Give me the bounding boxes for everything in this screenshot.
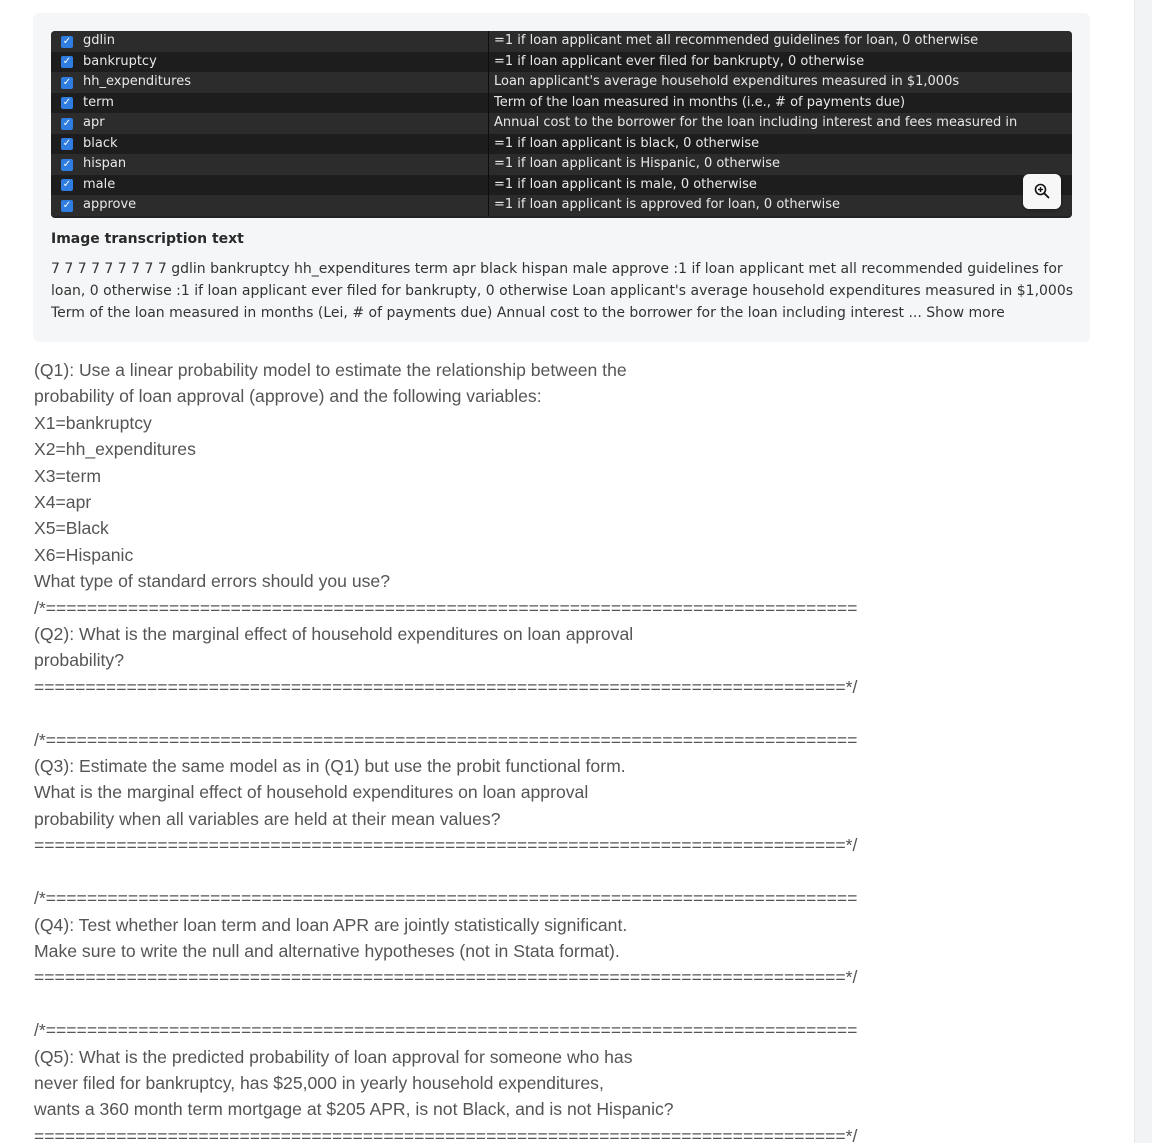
checkbox-checked-icon: ✓ [62, 35, 72, 47]
variable-description: =1 if loan applicant is male, 0 otherwise [494, 176, 757, 192]
table-row [51, 31, 1072, 52]
question-line: X2=hh_expenditures [34, 439, 196, 460]
column-divider [488, 154, 489, 175]
checkbox-checked-icon: ✓ [62, 56, 72, 67]
checkbox-checked-icon: ✓ [62, 76, 72, 88]
question-line: X1=bankruptcy [34, 412, 152, 433]
blank-line [34, 859, 894, 885]
blank-line [34, 991, 894, 1017]
zoom-in-icon [1034, 183, 1050, 199]
question-line: (Q4): Test whether loan term and loan APR are jointly statistically significant. [34, 914, 628, 935]
column-divider [488, 72, 489, 93]
checkbox-checked-icon: ✓ [62, 117, 72, 129]
question-line: (Q2): What is the marginal effect of household expenditures on loan approval [34, 624, 634, 645]
question-line: (Q5): What is the predicted probability of loan approval for someone who has [34, 1046, 633, 1067]
checkbox-checked-icon: ✓ [62, 179, 72, 190]
comment-separator: ===============================================================================*/ [34, 835, 858, 856]
question-line: Make sure to write the null and alternative hypotheses (not in Stata format). [34, 940, 620, 961]
question-line: never filed for bankruptcy, has $25,000 in yearly household expenditures, [34, 1072, 604, 1093]
table-row [51, 154, 1072, 175]
zoom-image-button[interactable] [1023, 174, 1061, 209]
question-line: What is the marginal effect of household expenditures on loan approval [34, 782, 589, 803]
table-row [51, 175, 1072, 196]
comment-separator: /*=============================================================================== [34, 729, 858, 750]
comment-separator: ===============================================================================*/ [34, 1125, 858, 1143]
column-divider [488, 195, 489, 216]
question-line: (Q1): Use a linear probability model to estimate the relationship between the [34, 360, 627, 380]
question-line: X6=Hispanic [34, 544, 134, 565]
column-divider [488, 134, 489, 155]
variable-description: =1 if loan applicant is Hispanic, 0 otherwise [494, 156, 781, 171]
table-row [51, 195, 1072, 216]
table-row [51, 72, 1072, 93]
variable-name: bankruptcy [83, 53, 157, 69]
variable-name: black [83, 135, 118, 151]
variable-table-image [51, 31, 1072, 218]
page-scrollbar[interactable] [1134, 0, 1152, 1143]
image-card [33, 13, 1090, 342]
transcription-body: 7 7 7 7 7 7 7 7 7 gdlin bankruptcy hh_expenditures term apr black hispan male approve :1 if loan applicant met all recommended guidelines for loan, 0 otherwise :1 if loan applicant ever filed for bankrupty, 0 otherwise Loan applicant's average household expenditures measured in $1,000s Term of the loan measured in months (Lei, # of payments due) Annual cost to the borrower for the loan including interest ... [51, 261, 1074, 321]
comment-separator: ===============================================================================*/ [34, 676, 858, 697]
checkbox-checked-icon: ✓ [62, 158, 72, 170]
comment-separator: /*=============================================================================== [34, 888, 858, 909]
variable-name: term [83, 94, 114, 110]
question-line: probability when all variables are held at their mean values? [34, 808, 501, 829]
question-line: wants a 360 month term mortgage at $205 APR, is not Black, and is not Hispanic? [34, 1099, 674, 1120]
table-row [51, 52, 1072, 73]
table-row [51, 134, 1072, 155]
blank-line [34, 700, 894, 726]
column-divider [488, 175, 489, 196]
transcription-heading: Image transcription text [51, 231, 244, 247]
column-divider [488, 52, 489, 73]
checkbox-checked-icon: ✓ [62, 138, 72, 149]
question-line: probability of loan approval (approve) and the following variables: [34, 386, 542, 407]
column-divider [488, 31, 489, 52]
comment-separator: ===============================================================================*/ [34, 967, 858, 988]
question-line: X3=term [34, 465, 101, 486]
question-line: X5=Black [34, 518, 109, 539]
comment-separator: /*=============================================================================== [34, 597, 858, 618]
transcription-text [51, 258, 1076, 324]
variable-name: male [83, 176, 116, 192]
question-text [34, 357, 894, 1143]
variable-description: =1 if loan applicant is black, 0 otherwise [494, 135, 760, 151]
variable-name: apr [83, 115, 105, 130]
table-row [51, 113, 1072, 134]
question-line: (Q3): Estimate the same model as in (Q1) but use the probit functional form. [34, 756, 626, 777]
question-line: X4=apr [34, 492, 92, 513]
variable-description: =1 if loan applicant met all recommended guidelines for loan, 0 otherwise [494, 33, 979, 48]
column-divider [488, 93, 489, 114]
question-line: What type of standard errors should you use? [34, 571, 390, 592]
variable-name: hh_expenditures [83, 74, 191, 89]
variable-description: Loan applicant's average household expenditures measured in $1,000s [494, 74, 960, 89]
variable-description: Annual cost to the borrower for the loan including interest and fees measured in [494, 115, 1018, 130]
checkbox-checked-icon: ✓ [62, 199, 72, 211]
variable-name: approve [83, 197, 137, 212]
checkbox-checked-icon: ✓ [62, 97, 72, 108]
table-row [51, 93, 1072, 114]
comment-separator: /*=============================================================================== [34, 1020, 858, 1041]
column-divider [488, 113, 489, 134]
variable-description: Term of the loan measured in months (i.e., # of payments due) [494, 94, 906, 110]
variable-description: =1 if loan applicant ever filed for bankrupty, 0 otherwise [494, 53, 865, 69]
variable-name: gdlin [83, 33, 115, 48]
variable-description: =1 if loan applicant is approved for loan, 0 otherwise [494, 197, 840, 212]
question-line: probability? [34, 650, 124, 671]
variable-name: hispan [83, 156, 127, 171]
show-more-link[interactable]: Show more [926, 305, 1005, 321]
